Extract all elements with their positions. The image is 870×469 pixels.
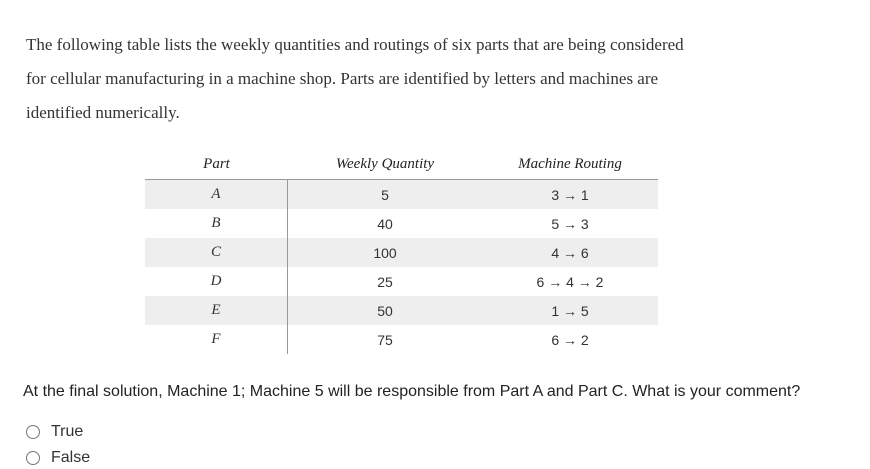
cell-routing: 3 → 1 [551,186,589,203]
cell-part: F [145,325,288,354]
intro-line-2: for cellular manufacturing in a machine shop. Parts are identified by letters and machines are [26,69,659,88]
table-row [145,267,658,296]
intro-line-1: The following table lists the weekly quantities and routings of six parts that are being considered [26,35,684,54]
cell-routing: 6 → 4 → 2 [536,273,604,290]
cell-part: D [145,267,288,296]
table-row [145,238,658,267]
cell-part: B [145,209,288,238]
table-row [145,209,658,238]
cell-quantity: 75 [377,331,393,348]
cell-routing: 1 → 5 [551,302,589,319]
cell-quantity: 50 [377,302,393,319]
header-weekly-quantity: Weekly Quantity [335,156,435,172]
cell-routing: 6 → 2 [551,331,589,348]
cell-quantity: 25 [377,273,393,290]
cell-quantity: 40 [377,215,393,232]
cell-routing: 4 → 6 [551,244,589,261]
cell-routing: 5 → 3 [551,215,589,232]
header-part: Part [203,156,230,172]
cell-part: C [145,238,288,267]
option-label-true: True [51,423,84,440]
cell-part: E [145,296,288,325]
option-false[interactable] [26,449,90,467]
table-row [145,180,658,209]
table-header [145,150,658,180]
question-text: At the final solution, Machine 1; Machine 5 will be responsible from Part A and Part C. What is your comment? [23,383,801,400]
radio-button-false[interactable] [26,451,40,465]
parts-table [145,150,658,354]
radio-button-true[interactable] [26,425,40,439]
intro-paragraph [26,28,816,130]
cell-quantity: 5 [381,186,389,203]
header-machine-routing: Machine Routing [518,156,622,172]
table-row [145,325,658,354]
table-row [145,296,658,325]
option-label-false: False [51,449,91,466]
cell-quantity: 100 [373,244,397,261]
intro-line-3: identified numerically. [26,103,180,122]
option-true[interactable] [26,423,83,441]
cell-part: A [145,180,288,209]
